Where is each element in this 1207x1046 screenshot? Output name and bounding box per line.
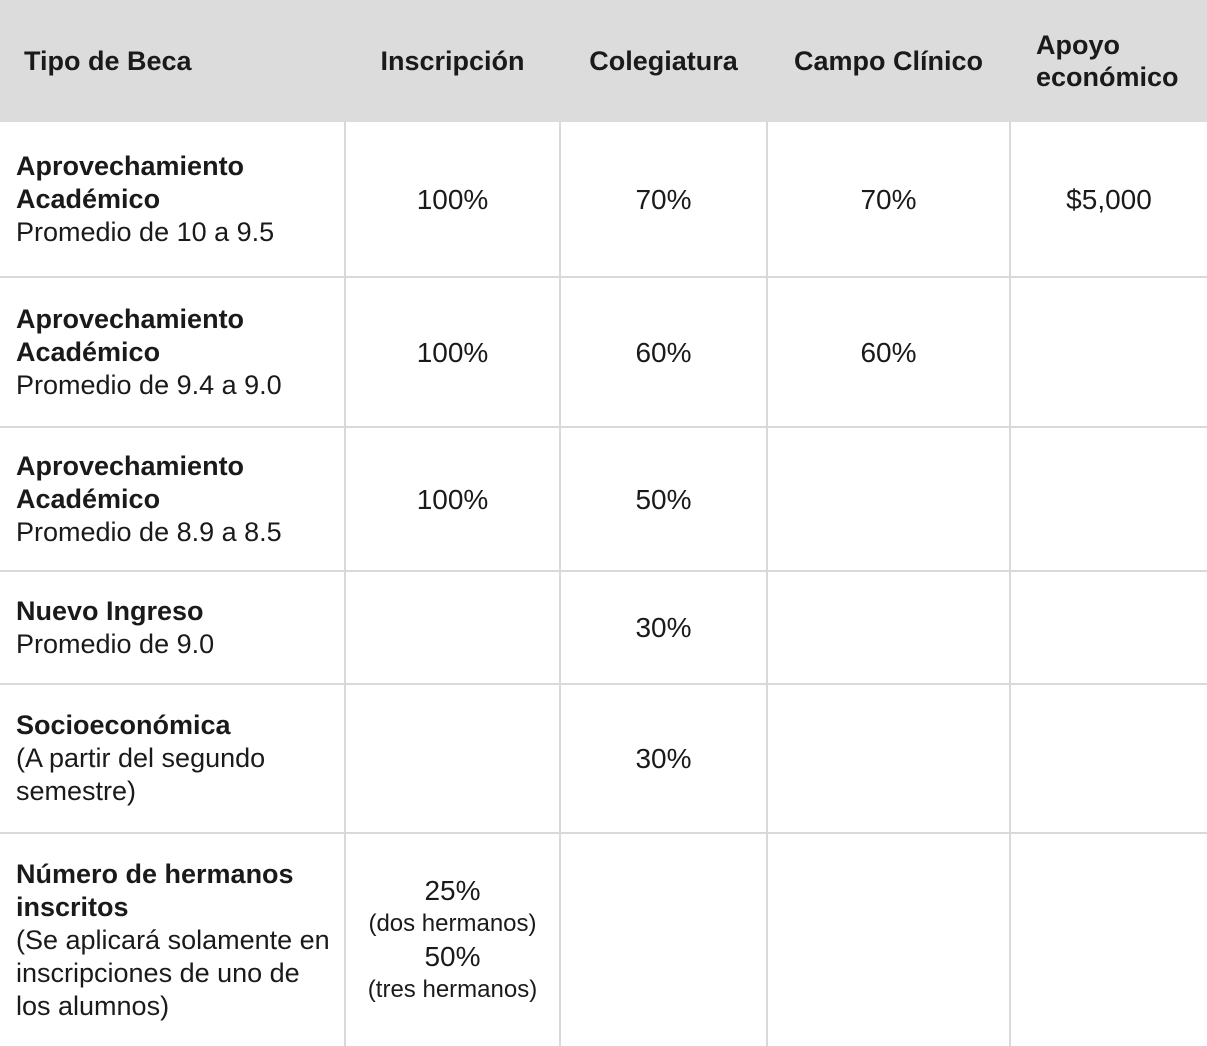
header-campo-clinico: Campo Clínico: [767, 0, 1010, 122]
cell-colegiatura: 70%: [560, 122, 767, 277]
cell-inscripcion: [345, 571, 560, 684]
header-row: [0, 0, 1207, 122]
cell-colegiatura: 30%: [560, 684, 767, 833]
type-subtitle: Promedio de 10 a 9.5: [16, 216, 275, 247]
cell-campo-clinico: [767, 571, 1010, 684]
table-row: [0, 122, 1207, 277]
type-subtitle: Promedio de 9.4 a 9.0: [16, 369, 282, 400]
cell-apoyo: [1010, 427, 1207, 571]
sibling-discount-three-value: 50%: [424, 941, 481, 972]
type-subtitle: Promedio de 9.0: [16, 628, 215, 659]
cell-type: [0, 277, 345, 427]
cell-type: [0, 833, 345, 1046]
cell-type: [0, 122, 345, 277]
cell-inscripcion: 100%: [345, 277, 560, 427]
cell-type: [0, 571, 345, 684]
cell-campo-clinico: [767, 427, 1010, 571]
cell-campo-clinico: [767, 833, 1010, 1046]
cell-apoyo: $5,000: [1010, 122, 1207, 277]
cell-colegiatura: [560, 833, 767, 1046]
cell-campo-clinico: 70%: [767, 122, 1010, 277]
type-title: Socioeconómica: [16, 710, 231, 740]
type-title: Aprovechamiento Académico: [16, 150, 245, 214]
header-apoyo-line2: económico: [1036, 62, 1179, 92]
cell-apoyo: [1010, 277, 1207, 427]
type-title: Número de hermanos inscritos: [16, 858, 294, 922]
table-row: [0, 277, 1207, 427]
cell-colegiatura: 60%: [560, 277, 767, 427]
sibling-discount-two-value: 25%: [424, 875, 481, 906]
cell-campo-clinico: 60%: [767, 277, 1010, 427]
cell-apoyo: [1010, 833, 1207, 1046]
cell-type: [0, 427, 345, 571]
cell-inscripcion: 100%: [345, 427, 560, 571]
cell-colegiatura: 50%: [560, 427, 767, 571]
cell-colegiatura: 30%: [560, 571, 767, 684]
type-subtitle: (A partir del segundo semestre): [16, 743, 266, 806]
cell-inscripcion: [345, 833, 560, 1046]
table-header: [0, 0, 1207, 122]
type-title: Nuevo Ingreso: [16, 595, 204, 626]
sibling-discount-two-note: (dos hermanos): [368, 910, 537, 937]
type-title: Aprovechamiento Académico: [16, 450, 245, 514]
cell-type: [0, 684, 345, 833]
table-row: [0, 833, 1207, 1046]
header-type: Tipo de Beca: [0, 0, 345, 122]
type-subtitle: Promedio de 8.9 a 8.5: [16, 516, 282, 547]
cell-inscripcion: [345, 684, 560, 833]
table-row: [0, 684, 1207, 833]
table-body: [0, 122, 1207, 1046]
header-colegiatura: Colegiatura: [560, 0, 767, 122]
type-title: Aprovechamiento Académico: [16, 303, 245, 367]
table-row: [0, 427, 1207, 571]
sibling-discount-three-note: (tres hermanos): [367, 976, 538, 1003]
cell-apoyo: [1010, 684, 1207, 833]
cell-campo-clinico: [767, 684, 1010, 833]
cell-inscripcion: 100%: [345, 122, 560, 277]
type-subtitle: (Se aplicará solamente en inscripciones de uno de los alumnos): [16, 924, 330, 1021]
table-row: [0, 571, 1207, 684]
header-apoyo-economico: [1010, 0, 1207, 122]
header-inscripcion: Inscripción: [345, 0, 560, 122]
cell-apoyo: [1010, 571, 1207, 684]
header-apoyo-line1: Apoyo: [1036, 30, 1120, 60]
